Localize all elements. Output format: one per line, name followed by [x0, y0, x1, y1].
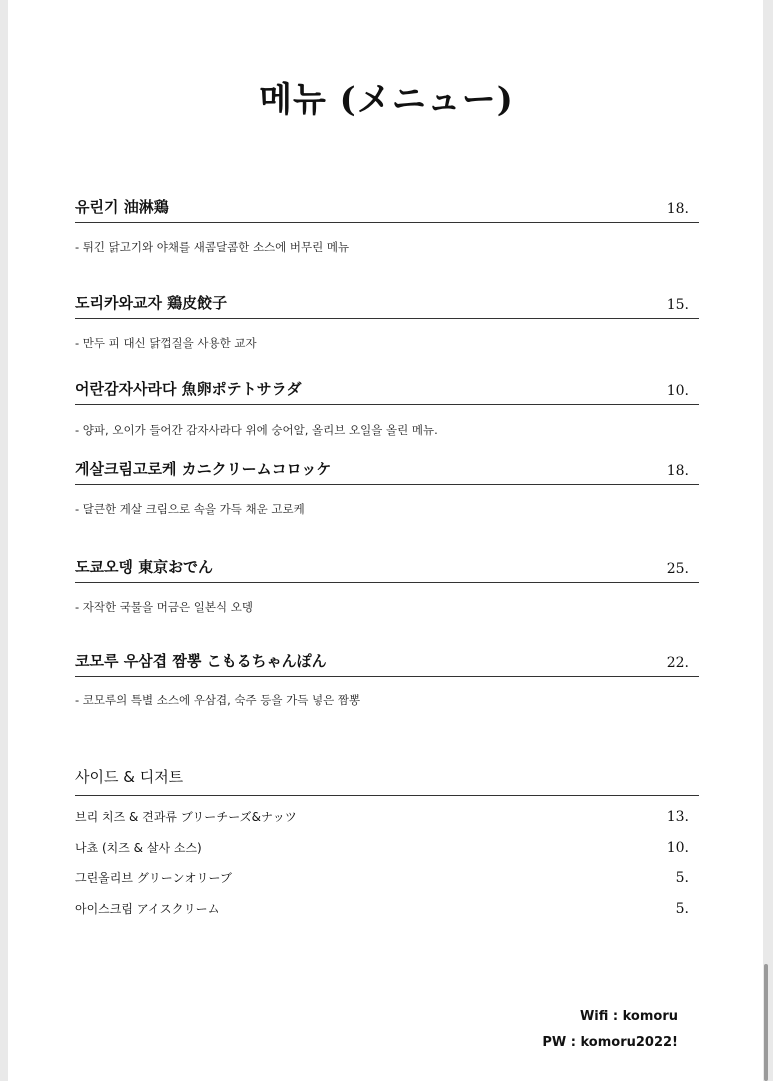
menu-item-yuringi — [75, 196, 699, 223]
menu-item-description: - 양파, 오이가 들어간 감자사라다 위에 숭어알, 올리브 오일을 올린 메뉴. — [75, 423, 438, 437]
menu-item-price: 15. — [666, 297, 689, 313]
menu-item-tokyo-oden — [75, 556, 699, 583]
page-title: 메뉴 (メニュー) — [259, 80, 514, 120]
menu-item-description: - 튀긴 닭고기와 야채를 새콤달콤한 소스에 버무린 메뉴 — [75, 240, 350, 254]
menu-item-price: 18. — [666, 463, 689, 479]
side-item-nachos — [75, 839, 689, 856]
side-dessert-heading: 사이드 & 디저트 — [75, 766, 699, 796]
wifi-name: Wifi : komoru — [579, 1009, 678, 1024]
menu-item-name: 어란감자사라다 魚卵ポテトサラダ — [75, 380, 302, 398]
menu-item-price: 22. — [666, 655, 689, 671]
menu-item-price: 10. — [666, 383, 689, 399]
menu-item-potato-salad — [75, 378, 699, 405]
menu-item-price: 18. — [666, 201, 689, 217]
menu-page — [8, 0, 763, 1081]
menu-item-name: 도리카와교자 鶏皮餃子 — [75, 294, 228, 312]
side-item-price: 5. — [675, 869, 689, 886]
menu-item-description: - 자작한 국물을 머금은 일본식 오뎅 — [75, 600, 253, 614]
scrollbar-thumb[interactable] — [764, 964, 768, 1081]
menu-item-header — [75, 292, 699, 319]
menu-item-champon — [75, 650, 699, 677]
side-item-name: 그린올리브 グリーンオリーブ — [75, 871, 232, 885]
menu-item-name: 도쿄오뎅 東京おでん — [75, 558, 214, 576]
menu-item-name: 코모루 우삼겹 짬뽕 こもるちゃんぽん — [75, 652, 327, 670]
menu-item-torikawa-gyoza — [75, 292, 699, 319]
side-item-brie — [75, 808, 689, 825]
menu-item-description: - 달큰한 게살 크림으로 속을 가득 채운 고로케 — [75, 502, 305, 516]
menu-item-header — [75, 650, 699, 677]
side-item-name: 브리 치즈 & 견과류 ブリーチーズ&ナッツ — [75, 810, 297, 824]
side-item-olive — [75, 869, 689, 886]
menu-item-price: 25. — [666, 561, 689, 577]
menu-item-header — [75, 556, 699, 583]
side-item-price: 5. — [675, 900, 689, 917]
menu-item-name: 게살크림고로케 カニクリームコロッケ — [75, 460, 332, 478]
menu-item-description: - 코모루의 특별 소스에 우삼겹, 숙주 등을 가득 넣은 짬뽕 — [75, 693, 361, 707]
side-item-name: 아이스크림 アイスクリーム — [75, 902, 220, 916]
menu-item-header — [75, 378, 699, 405]
menu-item-header — [75, 196, 699, 223]
wifi-password: PW : komoru2022! — [542, 1035, 678, 1050]
menu-item-description: - 만두 피 대신 닭껍질을 사용한 교자 — [75, 336, 257, 350]
side-item-price: 13. — [666, 808, 689, 825]
side-item-price: 10. — [666, 839, 689, 856]
side-item-icecream — [75, 900, 689, 917]
menu-item-name: 유린기 油淋鶏 — [75, 198, 169, 216]
menu-item-crab-croquette — [75, 458, 699, 485]
side-item-name: 나쵸 (치즈 & 살사 소스) — [75, 841, 202, 855]
menu-item-header — [75, 458, 699, 485]
